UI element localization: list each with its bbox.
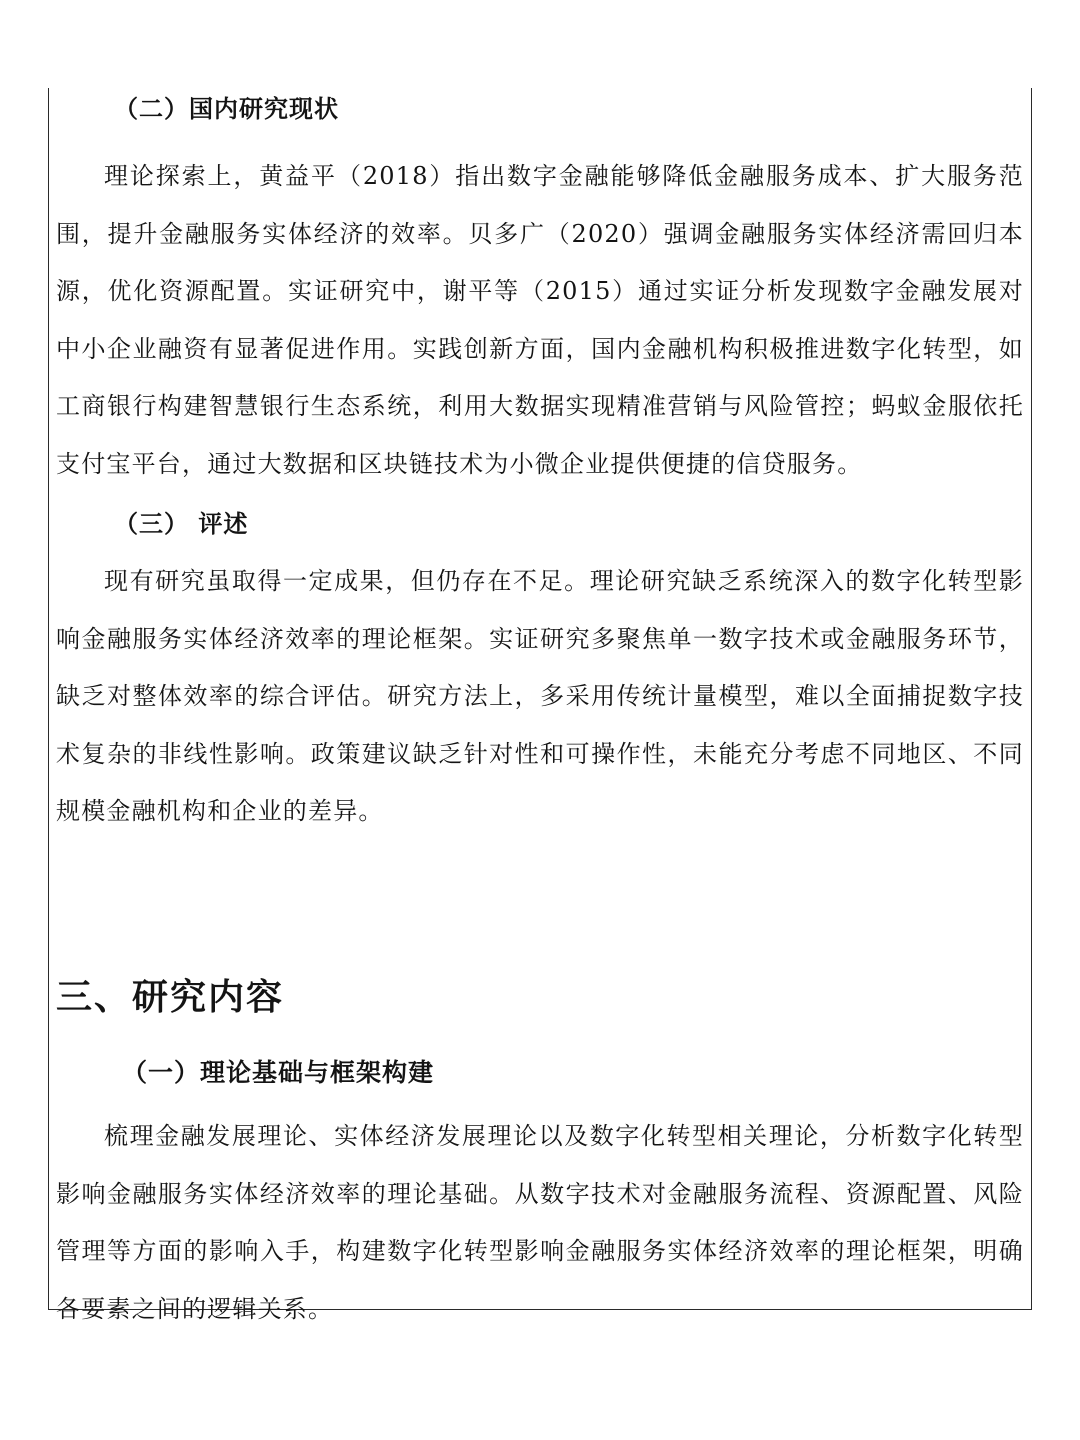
paragraph-domestic-research: 理论探索上，黄益平（2018）指出数字金融能够降低金融服务成本、扩大服务范围，提升金融服务实体经济的效率。贝多广（2020）强调金融服务实体经济需回归本源，优化资源配置。实证研究中，谢平等（2015）通过实证分析发现数字金融发展对中小企业融资有显著促进作用。实践创新方面，国内金融机构积极推进数字化转型，如工商银行构建智慧银行生态系统，利用大数据实现精准营销与风险管控；蚂蚁金服依托支付宝平台，通过大数据和区块链技术为小微企业提供便捷的信贷服务。 [56, 162, 1024, 478]
section-research-content [56, 1052, 1024, 1338]
subheading-domestic-research: （二）国内研究现状 [114, 94, 339, 123]
paragraph-review: 现有研究虽取得一定成果，但仍存在不足。理论研究缺乏系统深入的数字化转型影响金融服务实体经济效率的理论框架。实证研究多聚焦单一数字技术或金融服务环节，缺乏对整体效率的综合评估。研究方法上，多采用传统计量模型，难以全面捕捉数字技术复杂的非线性影响。政策建议缺乏针对性和可操作性，未能充分考虑不同地区、不同规模金融机构和企业的差异。 [56, 567, 1024, 825]
subheading-review: （三） 评述 [114, 509, 249, 538]
section-heading-research-content: 三、研究内容 [56, 976, 285, 1018]
subheading-theory-framework: （一）理论基础与框架构建 [122, 1058, 435, 1087]
paragraph-theory-framework: 梳理金融发展理论、实体经济发展理论以及数字化转型相关理论，分析数字化转型影响金融服务实体经济效率的理论基础。从数字技术对金融服务流程、资源配置、风险管理等方面的影响入手，构建数字化转型影响金融服务实体经济效率的理论框架，明确各要素之间的逻辑关系。 [56, 1122, 1024, 1323]
